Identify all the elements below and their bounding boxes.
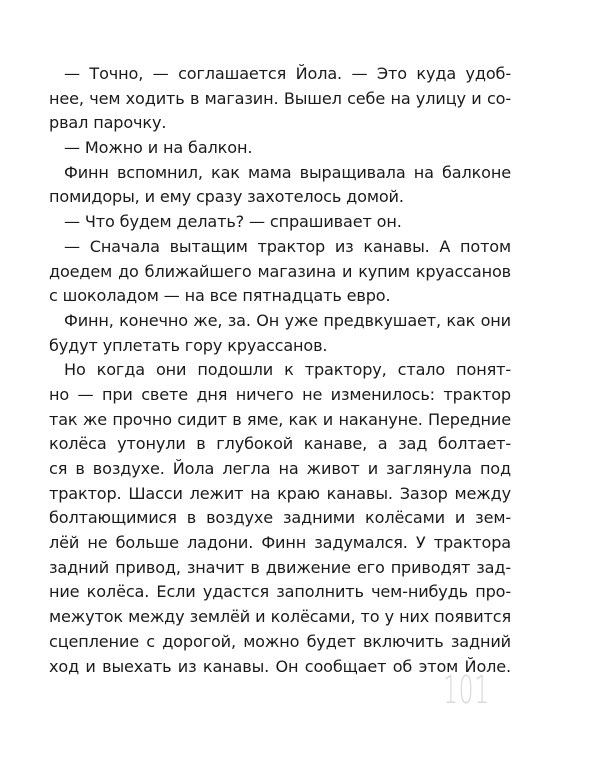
text-line: ход и выехать из канавы. Он сообщает об этом Йоле. xyxy=(49,656,511,676)
text-line: доедем до ближайшего магазина и купим круассанов xyxy=(49,261,511,281)
text-line: трактор. Шасси лежит на краю канавы. Зазор между xyxy=(49,483,511,503)
text-line: — Что будем делать? — спрашивает он. xyxy=(64,212,402,232)
text-line: Финн, конечно же, за. Он уже предвкушает, как они xyxy=(64,310,511,330)
text-line: — Сначала вытащим трактор из канавы. А потом xyxy=(64,236,511,256)
text-line: Финн вспомнил, как мама выращивала на балконе xyxy=(64,162,511,182)
body-text xyxy=(49,62,511,679)
text-line: с шоколадом — на все пятнадцать евро. xyxy=(49,286,391,306)
text-line: сцепление с дорогой, можно будет включить задний xyxy=(49,631,511,651)
text-line: лёй не больше ладони. Финн задумался. У трактора xyxy=(49,533,511,553)
text-line: — Можно и на балкон. xyxy=(64,138,253,158)
text-line: — Точно, — соглашается Йола. — Это куда удоб- xyxy=(64,64,511,83)
text-line: ние колёса. Если удастся заполнить чем-нибудь про- xyxy=(49,582,511,602)
text-line: ся в воздухе. Йола легла на живот и заглянула под xyxy=(49,459,511,478)
text-line: но — при свете дня ничего не изменилось: трактор xyxy=(49,384,511,404)
text-line: болтающимися в воздухе задними колёсами и зем- xyxy=(49,508,511,528)
text-line: задний привод, значит в движение его приводят зад- xyxy=(49,557,511,577)
text-line: будут уплетать гору круассанов. xyxy=(49,335,328,355)
text-line: межуток между землёй и колёсами, то у них появится xyxy=(49,607,511,627)
page-number: 101 xyxy=(443,668,490,712)
text-line: Но когда они подошли к трактору, стало понят- xyxy=(64,360,511,380)
text-line: помидоры, и ему сразу захотелось домой. xyxy=(49,187,404,207)
text-line: нее, чем ходить в магазин. Вышел себе на улицу и со- xyxy=(49,88,511,108)
text-line: рвал парочку. xyxy=(49,113,167,133)
text-line: так же прочно сидит в яме, как и накануне. Передние xyxy=(49,409,511,429)
text-line: колёса утонули в глубокой канаве, а зад болтает- xyxy=(49,434,511,454)
